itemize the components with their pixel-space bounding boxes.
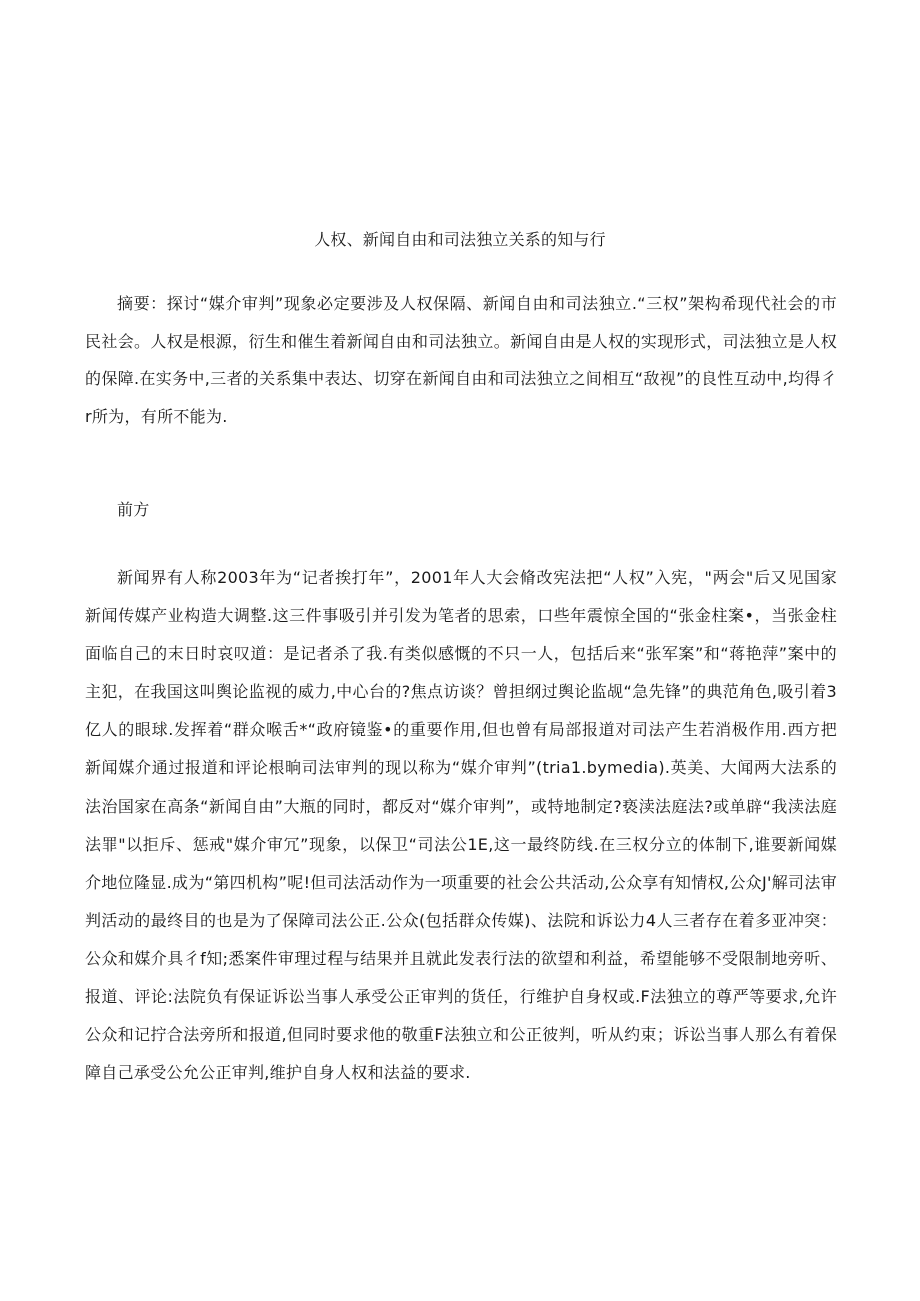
- document-title: 人权、新闻自由和司法独立关系的知与行: [314, 230, 606, 249]
- abstract-paragraph: 摘要：探讨“媒介审判”现象必定要涉及人权保隔、新闻自由和司法独立.“三权”架构希现代社会的市民社会。人权是根源，衍生和催生着新闻自由和司法独立。新闻自由是人权的实现形式，司法独立是人权的保障.在实务中,三者的关系集中表达、切穿在新闻自由和司法独立之间相互“敌视”的良性互动中,均得彳r所为，有所不能为.: [85, 294, 837, 426]
- preface-heading: 前方: [117, 500, 150, 519]
- body-paragraph: 新闻界有人称2003年为“记者挨打年”，2001年人大会脩改宪法把“人权”入宪，"两会"后又见国家新闻传媒产业构造大调整.这三件事吸引并引发为笔者的思索，口些年震惊全国的“张金柱案•，当张金柱面临自己的末日时哀叹道：是记者杀了我.有类似感慨的不只一人，包括后来“张军案”和“蒋艳萍”案中的主犯，在我国这叫舆论监视的威力,中心台的?焦点访谈？曾担纲过舆论监觇“急先锋”的典范角色,吸引着3亿人的眼球.发挥着“群众喉舌*“政府镜鉴•的重要作用,但也曾有局部报道对司法产生若消极作用.西方把新闻媒介通过报道和评论根晌司法审判的现以称为“媒介审判”(tria1.bymedia).英美、大闻两大法系的法治国家在高条“新闻自由”大瓶的同时，都反对“媒介审判”，或特地制定?亵渎法庭法?或单辟“我渎法庭法罪"以拒斥、惩戒"媒介审冗”现象，以保卫“司法公1E,这一最终防线.在三权分立的体制下,谁要新闻媒介地位隆显.成为“第四机构”呢!但司法活动作为一项重要的社会公共活动,公众享有知情权,公众J'解司法审判活动的最终目的也是为了保障司法公正.公众(包括群众传媒)、法院和诉讼力4人三者存在着多亚冲突：公众和媒介具彳f知;悉案件审理过程与结果并且就此发表行法的欲望和利益，希望能够不受限制地旁听、报道、评论:法院负有保证诉讼当事人承受公正审判的货任，行维护自身权或.F法独立的尊严等要求,允许公众和记拧合法旁所和报道,但同时要求他的敬重F法独立和公正彼判，听从约束；诉讼当事人那么有着保障自己承受公允公正审判,维护自身人权和法益的要求.: [85, 568, 837, 1083]
